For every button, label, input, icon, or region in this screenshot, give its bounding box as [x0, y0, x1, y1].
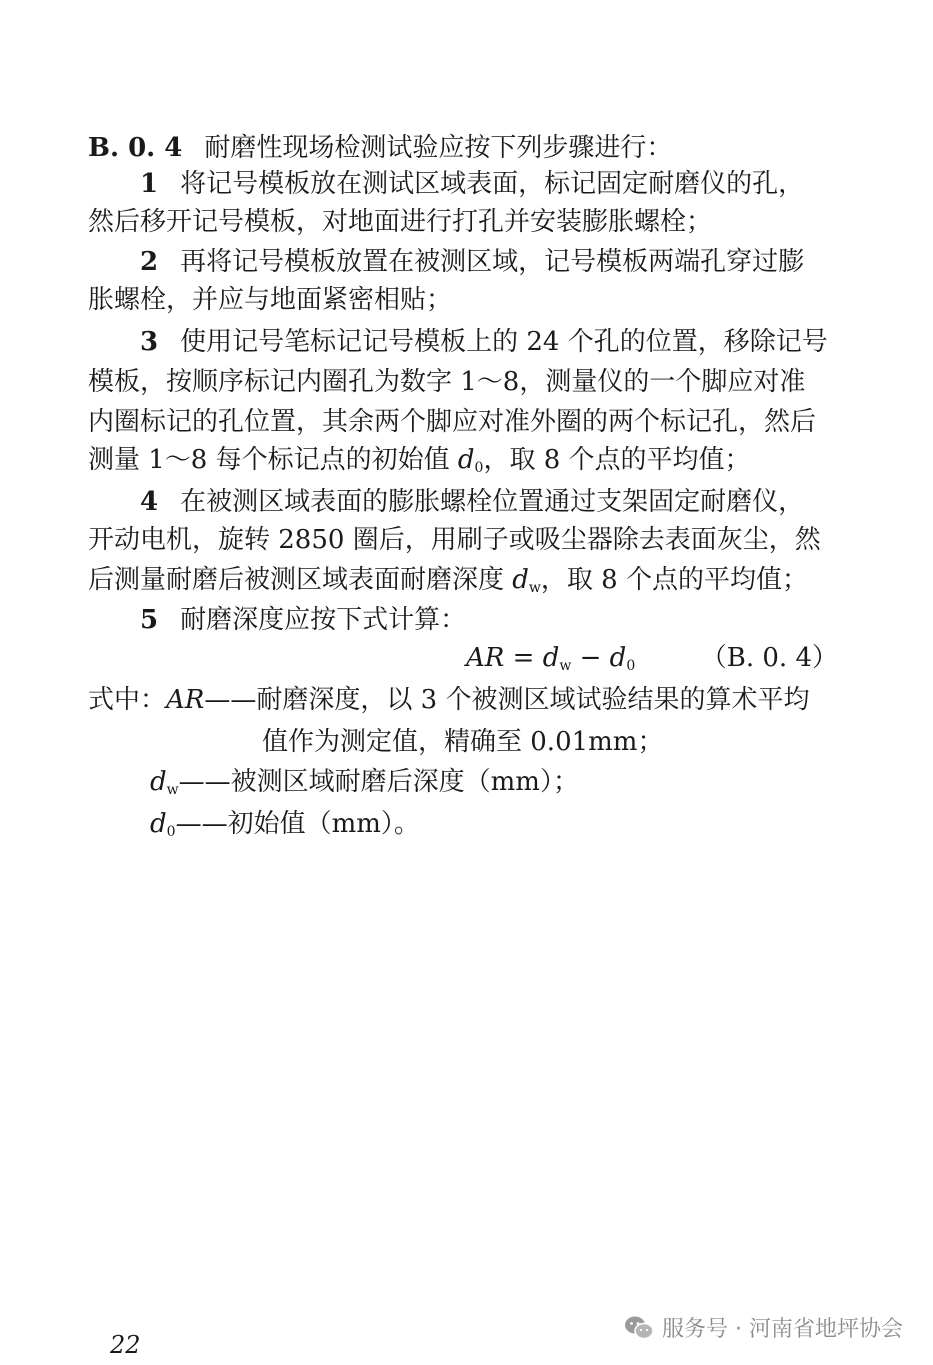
clause-title: 耐磨性现场检测试验应按下列步骤进行： [204, 133, 673, 163]
step-number: 4 [140, 487, 159, 517]
step-3-line-4 [88, 440, 838, 488]
where-prefix: 式中： [88, 685, 167, 715]
formula-var-1: d [542, 643, 560, 673]
symbol-d: d [512, 565, 529, 595]
where-dw-desc: ——被测区域耐磨后深度（mm）； [178, 767, 579, 797]
formula [88, 638, 838, 678]
symbol-d: d [457, 445, 475, 475]
where-ar [88, 680, 809, 720]
step-text: 后测量耐磨后被测区域表面耐磨深度 [88, 565, 513, 595]
symbol-subscript: 0 [474, 460, 484, 476]
clause-heading [88, 128, 838, 168]
where-d0 [150, 804, 420, 852]
equation-number: （B. 0. 4） [700, 643, 838, 673]
step-1-line-2: 然后移开记号模板，对地面进行打孔并安装膨胀螺栓； [88, 207, 713, 237]
watermark-text: 服务号 · 河南省地坪协会 [662, 1317, 903, 1342]
where-ar-continued: 值作为测定值，精确至 0.01mm； [262, 727, 664, 757]
formula-expression [466, 638, 635, 686]
step-4-line-1 [140, 482, 838, 522]
where-dw [150, 762, 579, 810]
formula-sub-1: w [559, 658, 572, 674]
where-d0-desc: ——初始值（mm）。 [175, 809, 420, 839]
formula-equals: = [504, 643, 543, 673]
where-d0-symbol: d [150, 809, 167, 839]
formula-sub-2: 0 [626, 658, 636, 674]
step-number: 3 [140, 327, 159, 357]
step-text: 测量 1～8 每个标记点的初始值 [88, 445, 458, 475]
where-ar-desc: ——耐磨深度，以 3 个被测区域试验结果的算术平均 [204, 685, 810, 715]
clause-number: B. 0. 4 [88, 133, 183, 163]
where-ar-symbol: AR [166, 685, 205, 715]
step-2-line-2: 胀螺栓，并应与地面紧密相贴； [88, 285, 453, 315]
step-3-line-2: 模板，按顺序标记内圈孔为数字 1～8，测量仪的一个脚应对准 [88, 367, 806, 397]
step-text: 将记号模板放在测试区域表面，标记固定耐磨仪的孔， [180, 169, 805, 199]
step-number: 2 [140, 247, 159, 277]
page-number: 22 [110, 1331, 141, 1359]
step-1-line-1 [140, 164, 838, 204]
formula-lhs: AR [466, 643, 505, 673]
step-text: 使用记号笔标记记号模板上的 24 个孔的位置，移除记号 [180, 327, 828, 357]
step-4-line-2: 开动电机，旋转 2850 圈后，用刷子或吸尘器除去表面灰尘，然 [88, 525, 821, 555]
formula-var-2: d [609, 643, 627, 673]
where-d0-subscript: 0 [166, 824, 176, 840]
symbol-subscript: w [528, 580, 541, 596]
step-text: ，取 8 个点的平均值； [483, 445, 751, 475]
step-3-line-1 [140, 322, 838, 362]
step-text: ，取 8 个点的平均值； [540, 565, 808, 595]
step-number: 1 [140, 169, 159, 199]
step-5-line-1 [140, 600, 838, 640]
step-text: 耐磨深度应按下式计算： [180, 605, 467, 635]
where-dw-symbol: d [150, 767, 167, 797]
step-3-line-3: 内圈标记的孔位置，其余两个脚应对准外圈的两个标记孔，然后 [88, 407, 817, 437]
step-number: 5 [140, 605, 159, 635]
wechat-icon [624, 1315, 654, 1341]
formula-minus: − [571, 643, 610, 673]
step-2-line-1 [140, 242, 838, 282]
watermark [624, 1312, 903, 1343]
where-dw-subscript: w [166, 782, 179, 798]
step-text: 在被测区域表面的膨胀螺栓位置通过支架固定耐磨仪， [180, 487, 805, 517]
step-text: 再将记号模板放置在被测区域，记号模板两端孔穿过膨 [180, 247, 805, 277]
